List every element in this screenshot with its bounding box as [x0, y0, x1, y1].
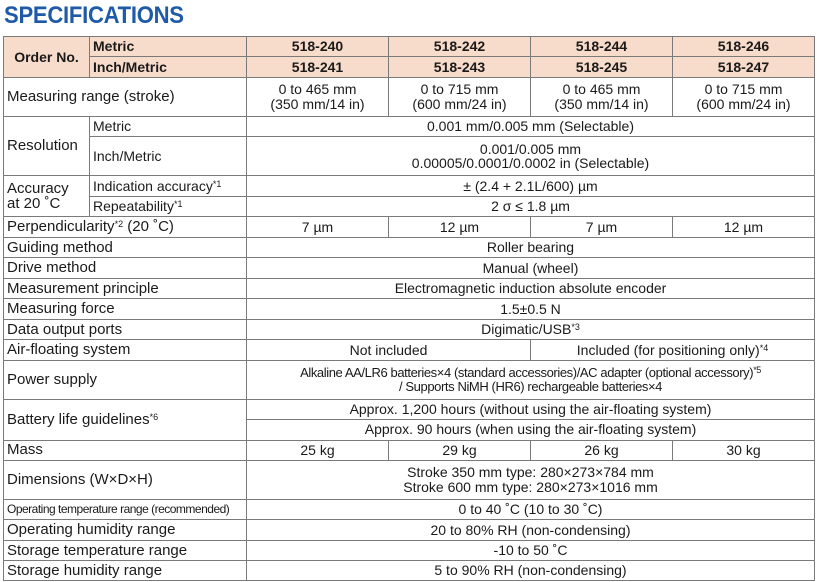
row-value: Approx. 1,200 hours (without using the air-floating system) [247, 399, 815, 419]
row-label: Operating temperature range (recommended) [4, 499, 247, 519]
battery-life-row-1 [4, 399, 815, 419]
mass-row [4, 440, 815, 460]
row-value: 5 to 90% RH (non-condensing) [247, 561, 815, 581]
mass-cell: 26 kg [531, 440, 673, 460]
row-label: Mass [4, 440, 247, 460]
storage-temperature-row [4, 540, 815, 560]
row-value: Not included [247, 340, 531, 360]
data-output-row [4, 319, 815, 339]
perpendicularity-cell: 12 µm [389, 217, 531, 237]
row-label: Battery life guidelines$^{*6}$ [4, 399, 247, 440]
row-value: 1.5±0.5 N [247, 299, 815, 319]
perpendicularity-cell: 7 µm [247, 217, 389, 237]
page-title: SPECIFICATIONS [4, 2, 184, 29]
measuring-range-row [4, 77, 815, 116]
measurement-principle-row [4, 278, 815, 298]
row-label: Measuring range (stroke) [4, 77, 247, 116]
sub-label: Repeatability$^{*1}$ [90, 196, 247, 216]
operating-temperature-row [4, 499, 815, 519]
range-cell: 0 to 465 mm (350 mm/14 in) [247, 77, 389, 116]
row-value: Approx. 90 hours (when using the air-floating system) [247, 420, 815, 440]
indication-accuracy-value: ± (2.4 + 2.1L/600) µm [247, 176, 815, 196]
row-label: Dimensions (W×D×H) [4, 461, 247, 500]
metric-code: 518-246 [673, 37, 815, 57]
row-value: Electromagnetic induction absolute encoder [247, 278, 815, 298]
header-row-metric [4, 37, 815, 57]
row-label: Drive method [4, 258, 247, 278]
air-floating-row [4, 340, 815, 360]
sub-label: Indication accuracy$^{*1}$ [90, 176, 247, 196]
row-label: Guiding method [4, 237, 247, 257]
mass-cell: 30 kg [673, 440, 815, 460]
row-label: Measuring force [4, 299, 247, 319]
inch-code: 518-245 [531, 57, 673, 77]
accuracy-row-repeatability [4, 196, 815, 216]
resolution-row-metric [4, 116, 815, 136]
repeatability-value: 2 σ ≤ 1.8 µm [247, 196, 815, 216]
measuring-force-row [4, 299, 815, 319]
specifications-table [3, 36, 815, 581]
drive-method-row [4, 258, 815, 278]
row-label: Measurement principle [4, 278, 247, 298]
row-label: Power supply [4, 360, 247, 399]
row-label: Storage humidity range [4, 561, 247, 581]
storage-humidity-row [4, 561, 815, 581]
order-no-header: Order No. [4, 37, 90, 78]
accuracy-row-indication [4, 176, 815, 196]
row-label: Accuracy at 20 ˚C [4, 176, 90, 217]
metric-code: 518-240 [247, 37, 389, 57]
row-label: Operating humidity range [4, 520, 247, 540]
metric-code: 518-242 [389, 37, 531, 57]
row-value: 20 to 80% RH (non-condensing) [247, 520, 815, 540]
inch-metric-header: Inch/Metric [90, 57, 247, 77]
row-value: 0 to 40 ˚C (10 to 30 ˚C) [247, 499, 815, 519]
row-value: Included (for positioning only)$^{*4}$ [531, 340, 815, 360]
guiding-method-row [4, 237, 815, 257]
mass-cell: 25 kg [247, 440, 389, 460]
range-cell: 0 to 715 mm (600 mm/24 in) [389, 77, 531, 116]
operating-humidity-row [4, 520, 815, 540]
perpendicularity-row [4, 217, 815, 237]
row-label: Perpendicularity$^{*2}$ (20 ˚C) [4, 217, 247, 237]
perpendicularity-cell: 7 µm [531, 217, 673, 237]
inch-code: 518-247 [673, 57, 815, 77]
row-label: Data output ports [4, 319, 247, 339]
header-row-inch [4, 57, 815, 77]
sub-label: Metric [90, 116, 247, 136]
resolution-metric-value: 0.001 mm/0.005 mm (Selectable) [247, 116, 815, 136]
metric-code: 518-244 [531, 37, 673, 57]
row-value: Alkaline AA/LR6 batteries×4 (standard accessories)/AC adapter (optional accessory)$^{*5}$ / Supports NiMH (HR6) rechargeable batteries×4 [247, 360, 815, 399]
row-value: Digimatic/USB$^{*3}$ [247, 319, 815, 339]
row-value: Stroke 350 mm type: 280×273×784 mm Stroke 600 mm type: 280×273×1016 mm [247, 461, 815, 500]
mass-cell: 29 kg [389, 440, 531, 460]
row-label: Resolution [4, 116, 90, 175]
row-value: Manual (wheel) [247, 258, 815, 278]
dimensions-row [4, 461, 815, 500]
power-supply-row [4, 360, 815, 399]
sub-label: Inch/Metric [90, 137, 247, 176]
inch-code: 518-241 [247, 57, 389, 77]
metric-header: Metric [90, 37, 247, 57]
row-value: -10 to 50 ˚C [247, 540, 815, 560]
perpendicularity-cell: 12 µm [673, 217, 815, 237]
row-label: Storage temperature range [4, 540, 247, 560]
row-value: Roller bearing [247, 237, 815, 257]
range-cell: 0 to 715 mm (600 mm/24 in) [673, 77, 815, 116]
resolution-row-inch [4, 137, 815, 176]
resolution-inch-value: 0.001/0.005 mm 0.00005/0.0001/0.0002 in (Selectable) [247, 137, 815, 176]
row-label: Air-floating system [4, 340, 247, 360]
range-cell: 0 to 465 mm (350 mm/14 in) [531, 77, 673, 116]
inch-code: 518-243 [389, 57, 531, 77]
